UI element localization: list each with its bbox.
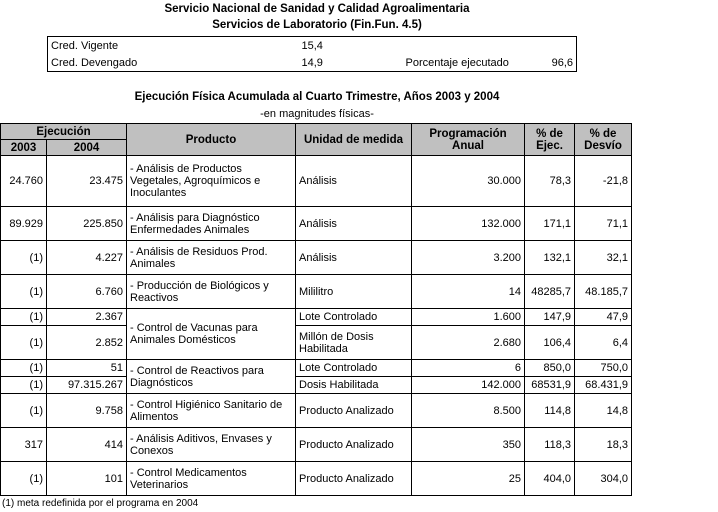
cell-pct-ejec: 48285,7 [525,275,575,309]
cell-2003: (1) [1,462,47,496]
cell-2004: 225.850 [47,207,127,241]
cell-pct-desvio: 6,4 [575,326,632,360]
cred-vigente-label: Cred. Vigente [51,39,119,52]
cell-pct-desvio: 71,1 [575,207,632,241]
report-title: Servicio Nacional de Sanidad y Calidad Agroalimentaria [164,3,470,15]
table-row [1,428,632,462]
header-2003: 2003 [1,140,47,156]
execution-table [0,123,632,496]
report-subtitle: Servicios de Laboratorio (Fin.Fun. 4.5) [212,19,422,31]
cell-producto: - Control Medicamentos Veterinarios [127,462,296,496]
header-unidad: Unidad de medida [296,124,412,156]
table-row [1,156,632,207]
cell-pct-ejec: 404,0 [525,462,575,496]
footnote: (1) meta redefinida por el programa en 2004 [2,498,199,509]
cell-2004: 6.760 [47,275,127,309]
cell-pct-ejec: 171,1 [525,207,575,241]
cell-pct-ejec: 114,8 [525,394,575,428]
header-ejecucion: Ejecución [1,124,127,140]
cell-programacion: 132.000 [412,207,525,241]
cell-2004: 414 [47,428,127,462]
cell-pct-ejec: 106,4 [525,326,575,360]
porcentaje-value: 96,6 [551,56,573,69]
cell-programacion: 350 [412,428,525,462]
table-row [1,275,632,309]
porcentaje-label: Porcentaje ejecutado [405,56,509,69]
cell-pct-ejec: 132,1 [525,241,575,275]
cell-pct-desvio: 48.185,7 [575,275,632,309]
cell-unidad: Lote Controlado [296,309,412,326]
cred-devengado-value: 14,9 [301,56,323,69]
cell-programacion: 8.500 [412,394,525,428]
cell-unidad: Producto Analizado [296,394,412,428]
cell-programacion: 3.200 [412,241,525,275]
cell-2004: 101 [47,462,127,496]
section-subtitle: -en magnitudes físicas- [260,108,374,120]
cell-pct-desvio: 304,0 [575,462,632,496]
credit-summary [47,36,577,72]
cred-vigente-value: 15,4 [301,39,323,52]
cell-programacion: 142.000 [412,377,525,394]
header-pct-ejec: % de Ejec. [525,124,575,156]
cell-2003: (1) [1,326,47,360]
cell-unidad: Mililitro [296,275,412,309]
cell-2003: 317 [1,428,47,462]
table-row [1,326,632,360]
table-row [1,377,632,394]
cell-producto: - Control Higiénico Sanitario de Alimentos [127,394,296,428]
table-row [1,309,632,326]
header-pct-desvio: % de Desvío [575,124,632,156]
header-producto: Producto [127,124,296,156]
cell-2004: 2.852 [47,326,127,360]
cell-2004: 2.367 [47,309,127,326]
cell-unidad: Análisis [296,207,412,241]
cell-pct-ejec: 78,3 [525,156,575,207]
cell-producto: - Control de Vacunas para Animales Domésticos [127,309,296,360]
cell-producto: - Análisis para Diagnóstico Enfermedades Animales [127,207,296,241]
cell-programacion: 30.000 [412,156,525,207]
cell-pct-desvio: 47,9 [575,309,632,326]
cell-unidad: Dosis Habilitada [296,377,412,394]
cell-2004: 23.475 [47,156,127,207]
cell-producto: - Control de Reactivos para Diagnósticos [127,360,296,394]
cell-2004: 51 [47,360,127,377]
cell-pct-ejec: 147,9 [525,309,575,326]
cell-2003: (1) [1,377,47,394]
cell-2003: (1) [1,241,47,275]
cell-producto: - Análisis de Residuos Prod. Animales [127,241,296,275]
cell-unidad: Producto Analizado [296,462,412,496]
cell-pct-desvio: 32,1 [575,241,632,275]
cell-programacion: 6 [412,360,525,377]
cell-2003: (1) [1,360,47,377]
cell-pct-desvio: 14,8 [575,394,632,428]
cell-unidad: Lote Controlado [296,360,412,377]
cell-unidad: Millón de Dosis Habilitada [296,326,412,360]
cell-2004: 97.315.267 [47,377,127,394]
cell-programacion: 1.600 [412,309,525,326]
cell-2003: 24.760 [1,156,47,207]
cell-2003: 89.929 [1,207,47,241]
cell-pct-ejec: 118,3 [525,428,575,462]
cell-producto: - Análisis Aditivos, Envases y Conexos [127,428,296,462]
table-row [1,207,632,241]
cell-2004: 9.758 [47,394,127,428]
cell-2003: (1) [1,309,47,326]
cell-2004: 4.227 [47,241,127,275]
cell-producto: - Producción de Biológicos y Reactivos [127,275,296,309]
cell-pct-desvio: 18,3 [575,428,632,462]
cell-pct-ejec: 850,0 [525,360,575,377]
cell-producto: - Análisis de Productos Vegetales, Agroquímicos e Inoculantes [127,156,296,207]
cell-unidad: Análisis [296,241,412,275]
section-title: Ejecución Física Acumulada al Cuarto Trimestre, Años 2003 y 2004 [134,91,500,103]
cell-2003: (1) [1,394,47,428]
cell-programacion: 2.680 [412,326,525,360]
table-row [1,462,632,496]
cell-unidad: Análisis [296,156,412,207]
table-row [1,394,632,428]
cell-unidad: Producto Analizado [296,428,412,462]
table-row [1,360,632,377]
cell-programacion: 14 [412,275,525,309]
table-row [1,241,632,275]
cred-devengado-label: Cred. Devengado [51,56,138,69]
cell-programacion: 25 [412,462,525,496]
cell-pct-desvio: 68.431,9 [575,377,632,394]
cell-pct-ejec: 68531,9 [525,377,575,394]
cell-2003: (1) [1,275,47,309]
header-programacion: Programación Anual [412,124,525,156]
cell-pct-desvio: -21,8 [575,156,632,207]
cell-pct-desvio: 750,0 [575,360,632,377]
header-2004: 2004 [47,140,127,156]
